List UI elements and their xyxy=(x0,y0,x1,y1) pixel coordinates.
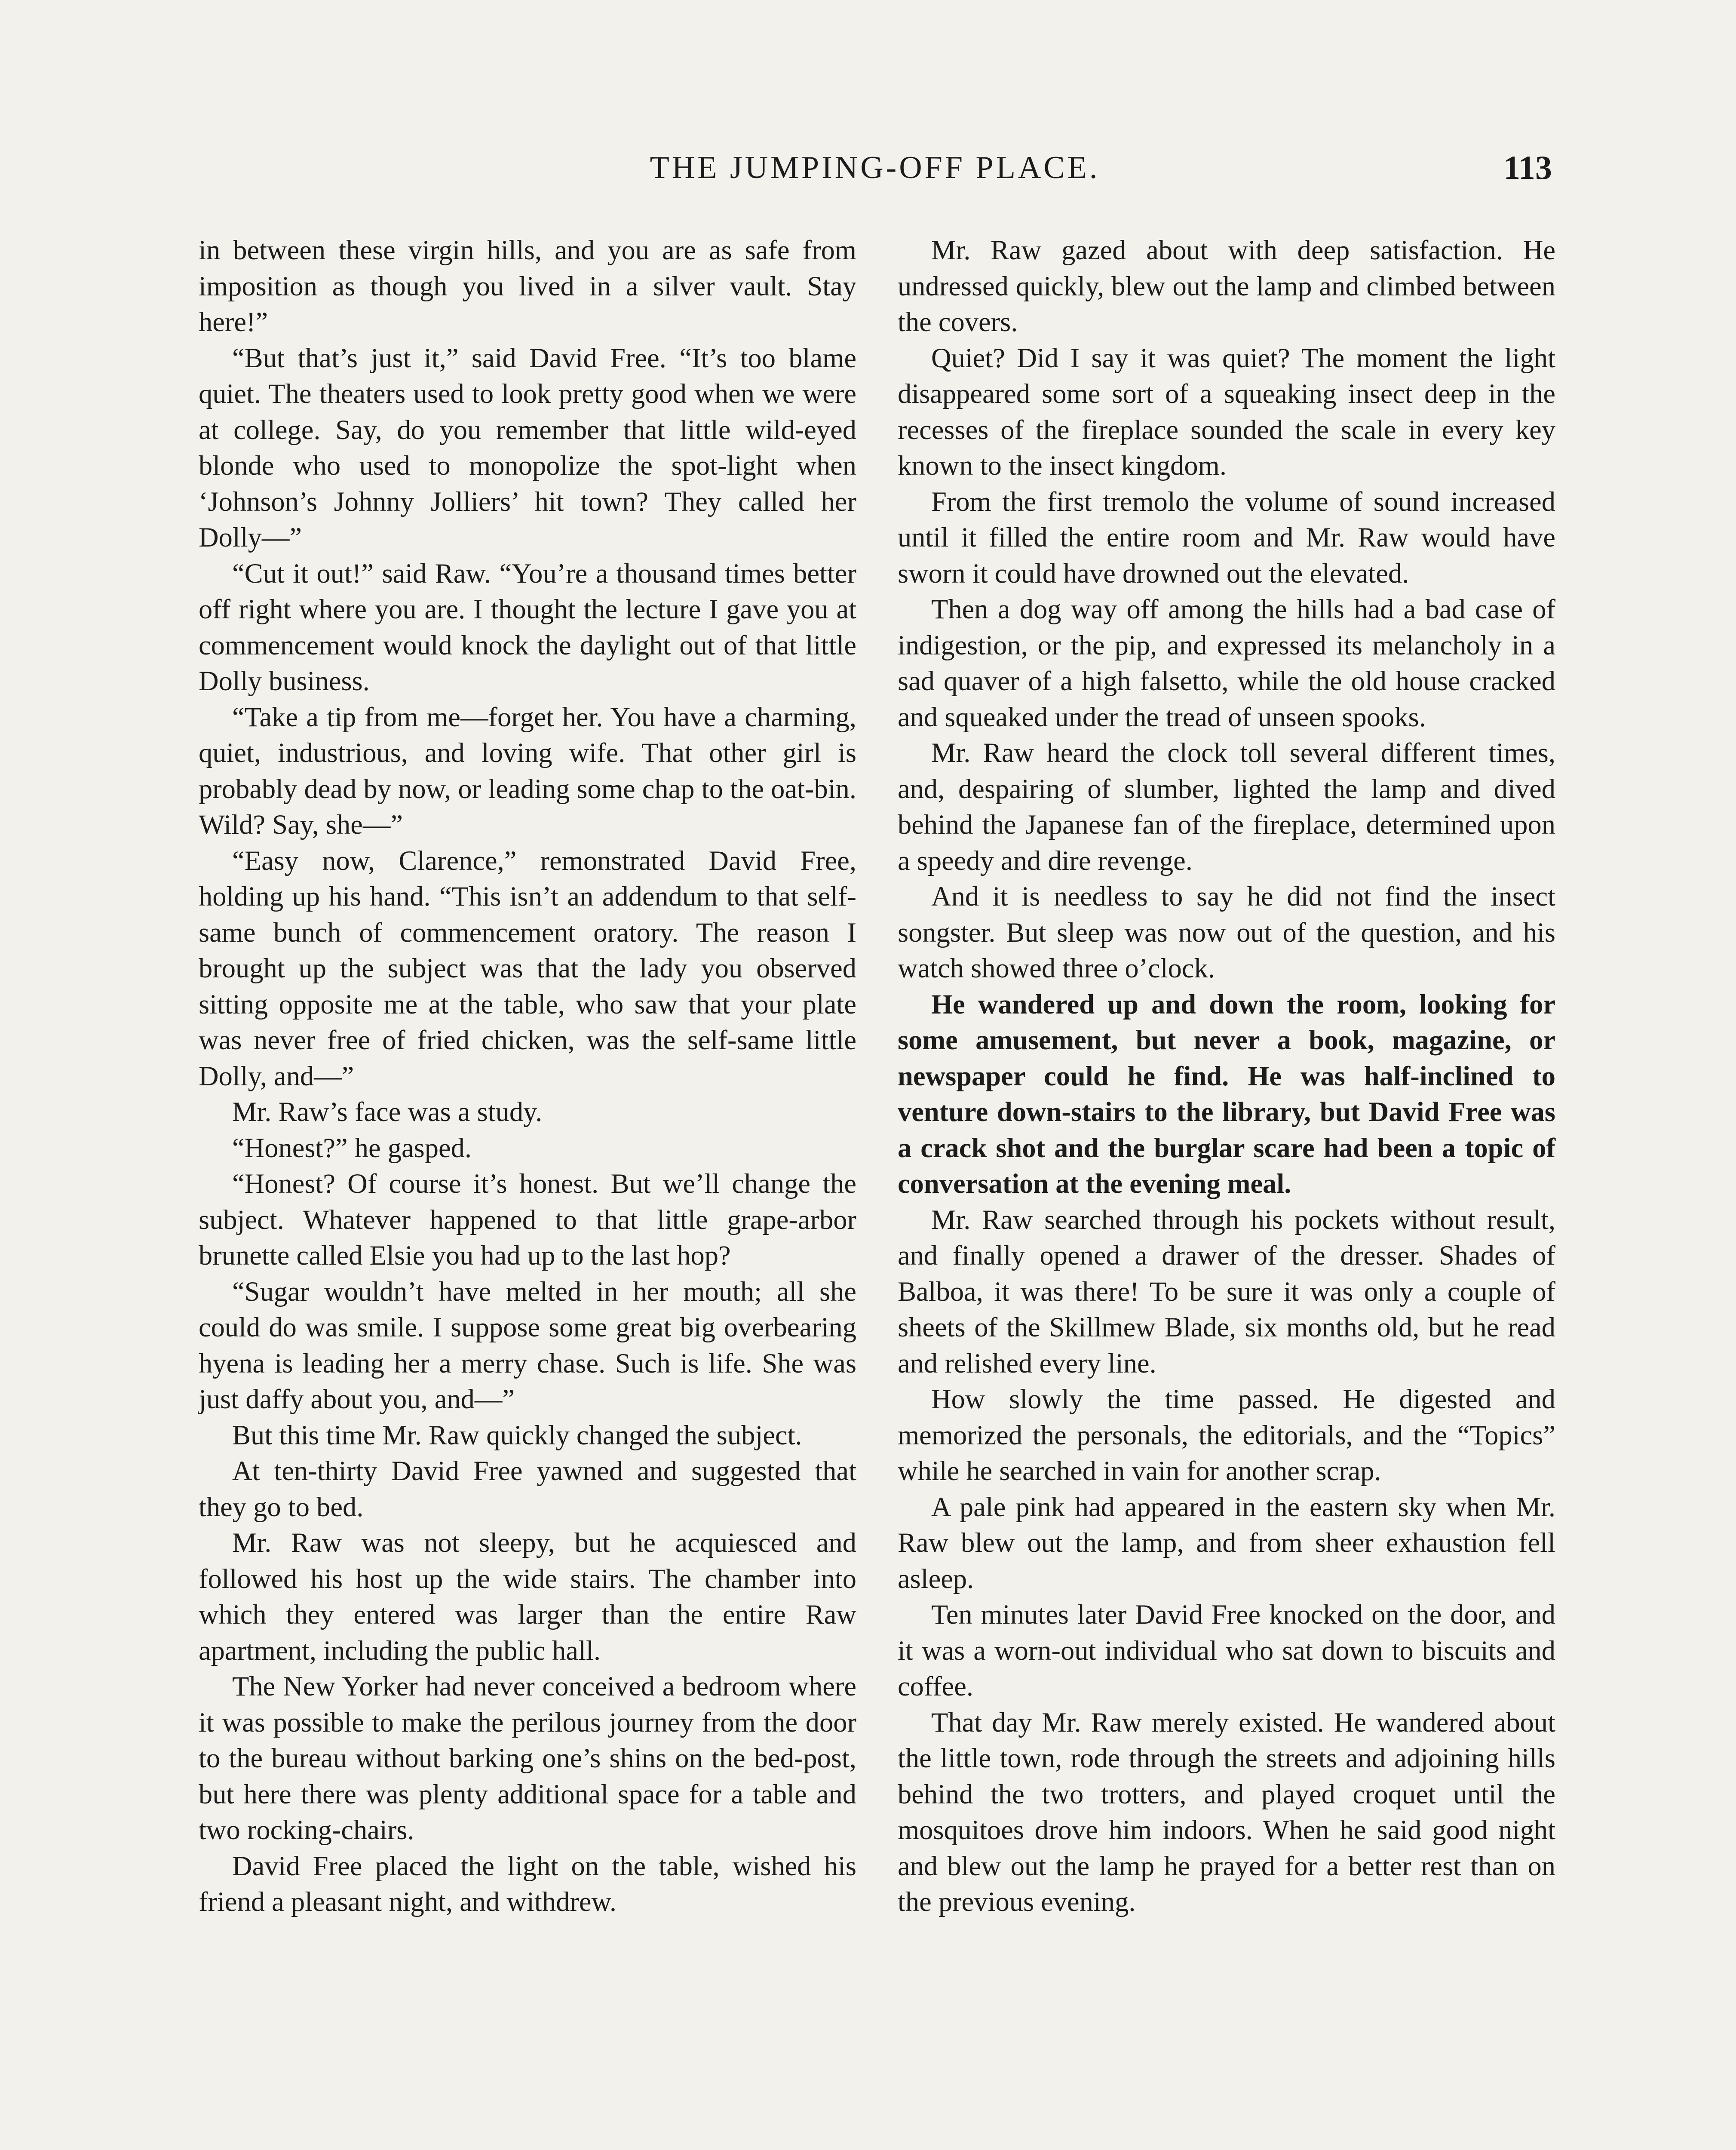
paragraph: Mr. Raw’s face was a study. xyxy=(232,1096,543,1127)
paragraph: Mr. Raw gazed about with deep satisfaction. He undressed quickly, blew out the lamp and climbed between the covers. xyxy=(898,235,1555,337)
paragraph: “Take a tip from me—forget her. You have a charming, quiet, industrious, and loving wife. That other girl is probably dead by now, or leading some chap to the oat-bin. Wild? Say, she—” xyxy=(199,701,856,840)
paragraph: Quiet? Did I say it was quiet? The moment the light disappeared some sort of a squeaking insect deep in the recesses of the fireplace sounded the scale in every key known to the insect kingdom. xyxy=(898,342,1555,481)
paragraph: Then a dog way off among the hills had a bad case of indigestion, or the pip, and expressed its melancholy in a sad quaver of a high falsetto, while the old house cracked and squeaked under the tread of unseen spooks. xyxy=(898,594,1555,732)
paragraph: From the first tremolo the volume of sound increased until it filled the entire room and Mr. Raw would have sworn it could have drowned out the elevated. xyxy=(898,486,1555,589)
paragraph: That day Mr. Raw merely existed. He wandered about the little town, rode through the streets and adjoining hills behind the two trotters, and played croquet until the mosquitoes drove him indoors. When he said good night and blew out the lamp he prayed for a better rest than on the previous evening. xyxy=(898,1707,1555,1917)
paragraph: “Honest?” he gasped. xyxy=(232,1132,472,1163)
paragraph: A pale pink had appeared in the eastern sky when Mr. Raw blew out the lamp, and from sheer exhaustion fell asleep. xyxy=(898,1491,1555,1594)
page-header xyxy=(198,142,1552,194)
paragraph: But this time Mr. Raw quickly changed the subject. xyxy=(232,1419,802,1450)
paragraph: Mr. Raw heard the clock toll several different times, and, despairing of slumber, lighted the lamp and dived behind the Japanese fan of the fireplace, determined upon a speedy and dire revenge. xyxy=(898,737,1555,876)
paragraph: “Cut it out!” said Raw. “You’re a thousand times better off right where you are. I thought the lecture I gave you at commencement would knock the daylight out of that little Dolly business. xyxy=(199,558,856,696)
paragraph: How slowly the time passed. He digested and memorized the personals, the editorials, and the “Topics” while he searched in vain for another scrap. xyxy=(898,1384,1555,1486)
paragraph: And it is needless to say he did not find the insect songster. But sleep was now out of the question, and his watch showed three o’clock. xyxy=(898,881,1555,983)
left-column xyxy=(199,232,856,1920)
paragraph: Mr. Raw was not sleepy, but he acquiesced and followed his host up the wide stairs. The chamber into which they entered was larger than the entire Raw apartment, including the public hall. xyxy=(199,1527,856,1666)
paragraph: Ten minutes later David Free knocked on the door, and it was a worn-out individual who sat down to biscuits and coffee. xyxy=(898,1599,1555,1702)
paragraph: He wandered up and down the room, looking for some amusement, but never a book, magazine, or newspaper could he find. He was half-inclined to venture down-stairs to the library, but David Free was a crack shot and the burglar scare had been a topic of conversation at the evening meal. xyxy=(898,989,1555,1199)
paragraph: At ten-thirty David Free yawned and suggested that they go to bed. xyxy=(199,1456,856,1522)
paragraph: The New Yorker had never conceived a bedroom where it was possible to make the perilous journey from the door to the bureau without barking one’s shins on the bed-post, but here there was plenty additional space for a table and two rocking-chairs. xyxy=(199,1671,856,1845)
paragraph: “Easy now, Clarence,” remonstrated David Free, holding up his hand. “This isn’t an addendum to that self-same bunch of commencement oratory. The reason I brought up the subject was that the lady you observed sitting opposite me at the table, who saw that your plate was never free of fried chicken, was the self-same little Dolly, and—” xyxy=(199,845,856,1091)
paragraph: “But that’s just it,” said David Free. “It’s too blame quiet. The theaters used to look pretty good when we were at college. Say, do you remember that little wild-eyed blonde who used to monopolize the spot-light when ‘Johnson’s Johnny Jolliers’ hit town? They called her Dolly—” xyxy=(199,342,856,553)
paragraph: “Sugar wouldn’t have melted in her mouth; all she could do was smile. I suppose some great big overbearing hyena is leading her a merry chase. Such is life. She was just daffy about you, and—” xyxy=(199,1276,856,1414)
page-number: 113 xyxy=(1503,149,1552,186)
running-title: THE JUMPING-OFF PLACE. xyxy=(650,150,1100,185)
paragraph: “Honest? Of course it’s honest. But we’ll change the subject. Whatever happened to that little grape-arbor brunette called Elsie you had up to the last hop? xyxy=(199,1168,856,1271)
paragraph: David Free placed the light on the table, wished his friend a pleasant night, and withdrew. xyxy=(199,1850,856,1917)
paragraph: in between these virgin hills, and you are as safe from imposition as though you lived in a silver vault. Stay here!” xyxy=(199,235,856,337)
paragraph: Mr. Raw searched through his pockets without result, and finally opened a drawer of the dresser. Shades of Balboa, it was there! To be sure it was only a couple of sheets of the Skillmew Blade, six months old, but he read and relished every line. xyxy=(898,1204,1555,1379)
right-column xyxy=(898,232,1555,1920)
